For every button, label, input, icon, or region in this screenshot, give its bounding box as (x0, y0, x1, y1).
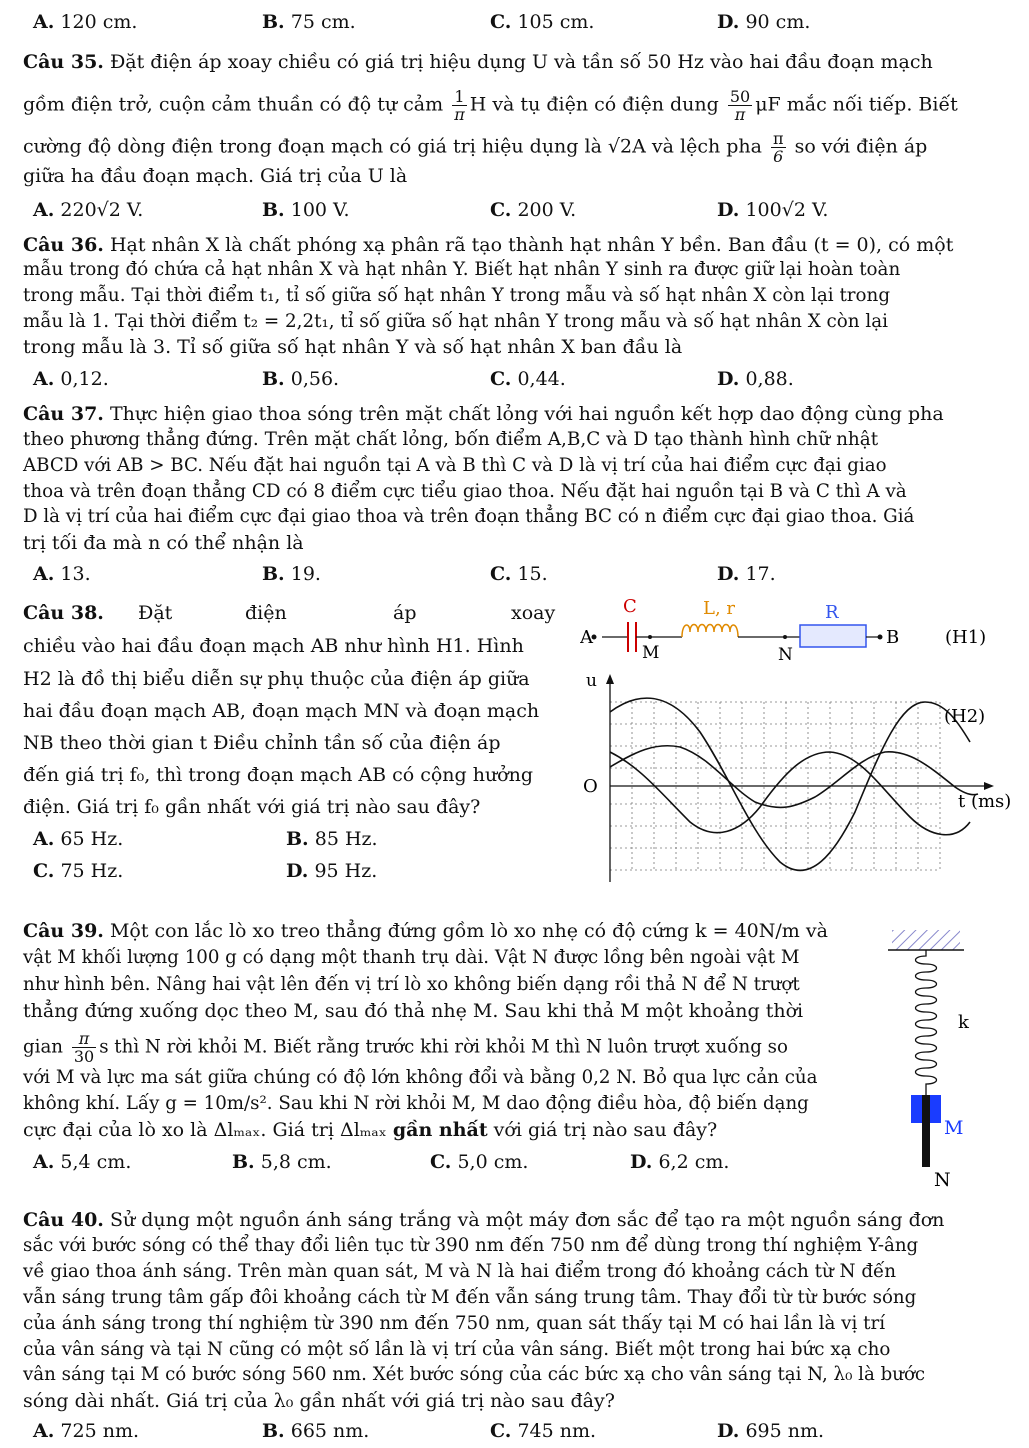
label-t: t (ms) (958, 791, 1012, 812)
option-d: D. 90 cm. (717, 11, 811, 33)
label-n: N (934, 1169, 951, 1191)
q37-line-3: ABCD với AB > BC. Nếu đặt hai nguồn tại A và B thì C và D là vị trí của hai điểm cực đại giao (23, 455, 887, 476)
option-d: D. 6,2 cm. (630, 1151, 730, 1173)
voltage-graph-h2 (580, 672, 1020, 884)
q38-word: áp (393, 602, 417, 624)
rod-n (922, 1095, 930, 1167)
curve-u-mn (610, 752, 970, 835)
curve-u-nb (610, 746, 978, 808)
label-u: u (586, 672, 597, 691)
circuit-diagram-h1 (580, 592, 1000, 670)
option-c: C. 200 V. (490, 199, 577, 221)
fraction-inductance: $\frac{1}{\pi}$ (454, 87, 465, 124)
q40-line-6: của vân sáng và tại N cũng có một số lần là vị trí của vân sáng. Biết một trong hai bức xạ cho (23, 1339, 891, 1360)
q40-line-2: sắc với bước sóng có thể thay đổi liên tục từ 390 nm đến 750 nm để dùng trong thí nghiệm Y-âng (23, 1235, 919, 1256)
q40-line-5: của ánh sáng trong thí nghiệm từ 390 nm đến 750 nm, quan sát thấy tại M có hai lần là vị trí (23, 1313, 886, 1334)
q40-line-3: về giao thoa ánh sáng. Trên màn quan sát, M và N là hai điểm trong đó khoảng cách từ N đến (23, 1261, 897, 1282)
q40-line-8: sóng dài nhất. Giá trị của λ₀ gần nhất với giá trị nào sau đây? (23, 1390, 615, 1412)
label-h2: (H2) (944, 706, 986, 727)
q37-line-6: trị tối đa mà n có thể nhận là (23, 532, 304, 554)
q39-line-4: thẳng đứng xuống dọc theo M, sau đó thả nhẹ M. Sau khi thả M một khoảng thời (23, 1000, 804, 1022)
option-a: A. 220√2 V. (33, 199, 144, 221)
q37-line-5: D là vị trí của hai điểm cực đại giao thoa và trên đoạn thẳng BC có n điểm cực đại giao thoa. Giá (23, 506, 915, 527)
option-c: C. 15. (490, 563, 548, 585)
q38-line-1: Câu 38. (23, 602, 104, 624)
spring-coil (916, 950, 937, 1095)
q36-line-4: mẫu là 1. Tại thời điểm t₂ = 2,2t₁, tỉ số giữa số hạt nhân Y trong mẫu và số hạt nhân X còn lại (23, 311, 888, 332)
label-c: C (623, 596, 637, 617)
q35-line-1: Câu 35. Đặt điện áp xoay chiều có giá trị hiệu dụng U và tần số 50 Hz vào hai đầu đoạn mạch (23, 51, 933, 73)
option-c: C. 0,44. (490, 368, 566, 390)
label-m: M (642, 643, 660, 663)
q35-line-2: gồm điện trở, cuộn cảm thuần có độ tự cảm $\frac{1}{\pi}$ H và tụ điện có điện dung $\frac{50}{\pi}$ μF mắc nối tiếp. Biết (23, 87, 958, 124)
label-n: N (778, 645, 793, 665)
q35-line-4: giữa ha đầu đoạn mạch. Giá trị của U là (23, 165, 408, 187)
node-b-dot (878, 635, 883, 640)
q39-line-2: vật M khối lượng 100 g có dạng một thanh trụ dài. Vật N được lồng bên ngoài vật M (23, 947, 800, 968)
q38-line-7: điện. Giá trị f₀ gần nhất với giá trị nào sau đây? (23, 796, 481, 818)
option-d: D. 695 nm. (717, 1420, 825, 1442)
node-m-dot (648, 635, 652, 639)
label-a: A (580, 627, 593, 648)
option-d: D. 0,88. (717, 368, 794, 390)
spring-pendulum-figure (880, 920, 990, 1195)
q36-line-5: trong mẫu là 3. Tỉ số giữa số hạt nhân Y và số hạt nhân X ban đầu là (23, 336, 683, 358)
option-d: D. 17. (717, 563, 776, 585)
option-d: D. 100√2 V. (717, 199, 829, 221)
q40-line-4: vẫn sáng trung tâm gấp đôi khoảng cách từ M đến vẫn sáng trung tâm. Thay đổi từ từ bước sóng (23, 1287, 917, 1308)
node-n-dot (783, 635, 787, 639)
q39-line-5: gian $\frac{\pi}{30}$ s thì N rời khỏi M. Biết rằng trước khi rời khỏi M thì N luôn trượt xuống so (23, 1029, 788, 1066)
q38-line-4: hai đầu đoạn mạch AB, đoạn mạch MN và đoạn mạch (23, 700, 540, 722)
t-axis-arrow (984, 782, 994, 790)
ceiling-hatch (892, 930, 960, 950)
q39-line-6: với M và lực ma sát giữa chúng có độ lớn không đổi và bằng 0,2 N. Bỏ qua lực cản của (23, 1067, 818, 1088)
q38-word: xoay (511, 602, 556, 624)
q39-line-7: không khí. Lấy g = 10m/s². Sau khi N rời khỏi M, M dao động điều hòa, độ biến dạng (23, 1093, 809, 1114)
label-b: B (886, 627, 900, 648)
resistor-box (800, 625, 866, 647)
q35-line-3: cường độ dòng điện trong đoạn mạch có giá trị hiệu dụng là √2A và lệch pha $\frac{\pi}{6}$ so với điện áp (23, 129, 928, 166)
fraction-capacitance: $\frac{50}{\pi}$ (729, 87, 751, 124)
option-b: B. 665 nm. (262, 1420, 370, 1442)
q38-line-5: NB theo thời gian t Điều chỉnh tần số của điện áp (23, 732, 501, 754)
q38-line-6: đến giá trị f₀, thì trong đoạn mạch AB có cộng hưởng (23, 764, 534, 786)
option-a: A. 65 Hz. (33, 828, 124, 850)
q37-line-4: thoa và trên đoạn thẳng CD có 8 điểm cực tiểu giao thoa. Nếu đặt hai nguồn tại B và C thì A và (23, 481, 907, 502)
option-a: A. 120 cm. (33, 11, 138, 33)
q38-line-2: chiều vào hai đầu đoạn mạch AB như hình H1. Hình (23, 635, 524, 657)
q36-line-2: mẫu trong đó chứa cả hạt nhân X và hạt nhân Y. Biết hạt nhân Y sinh ra được giữ lại hoàn toàn (23, 259, 901, 280)
q40-line-1: Câu 40. Sử dụng một nguồn ánh sáng trắng và một máy đơn sắc để tạo ra một nguồn sáng đơn (23, 1209, 945, 1231)
q38-word: điện (245, 602, 287, 624)
label-m: M (944, 1117, 964, 1139)
option-c: C. 105 cm. (490, 11, 595, 33)
q37-line-1: Câu 37. Thực hiện giao thoa sóng trên mặt chất lỏng với hai nguồn kết hợp dao động cùng pha (23, 403, 944, 425)
label-lr: L, r (703, 598, 736, 619)
option-c: C. 5,0 cm. (430, 1151, 529, 1173)
inductor-coil (682, 625, 738, 638)
q40-line-7: vân sáng tại M có bước sóng 560 nm. Xét bước sóng của các bức xạ cho vân sáng tại N, λ₀ là bước (23, 1364, 926, 1385)
q39-line-1: Câu 39. Một con lắc lò xo treo thẳng đứng gồm lò xo nhẹ có độ cứng k = 40N/m và (23, 920, 828, 942)
u-axis-arrow (606, 674, 614, 684)
option-a: A. 0,12. (33, 368, 109, 390)
q38-line-3: H2 là đồ thị biểu diễn sự phụ thuộc của điện áp giữa (23, 668, 530, 690)
q39-line-3: như hình bên. Nâng hai vật lên đến vị trí lò xo không biến dạng rồi thả N để N trượt (23, 974, 800, 995)
option-b: B. 5,8 cm. (232, 1151, 332, 1173)
q37-line-2: theo phương thẳng đứng. Trên mặt chất lỏng, bốn điểm A,B,C và D tạo thành hình chữ nhật (23, 429, 879, 450)
fraction-phase: $\frac{\pi}{6}$ (773, 129, 784, 166)
option-d: D. 95 Hz. (286, 860, 378, 882)
option-b: B. 19. (262, 563, 321, 585)
label-h1: (H1) (945, 627, 987, 648)
option-b: B. 85 Hz. (286, 828, 378, 850)
option-b: B. 100 V. (262, 199, 350, 221)
q38-word: Đặt (138, 602, 173, 624)
q39-line-8: cực đại của lò xo là Δlₘₐₓ. Giá trị Δlₘₐₓ gần nhất với giá trị nào sau đây? (23, 1119, 718, 1141)
fraction-time: $\frac{\pi}{30}$ (73, 1029, 95, 1066)
q36-line-1: Câu 36. Hạt nhân X là chất phóng xạ phân rã tạo thành hạt nhân Y bền. Ban đầu (t = 0), có một (23, 234, 954, 256)
label-r: R (825, 602, 839, 623)
option-c: C. 745 nm. (490, 1420, 597, 1442)
option-b: B. 75 cm. (262, 11, 356, 33)
option-a: A. 13. (33, 563, 91, 585)
label-origin: O (583, 776, 598, 797)
option-b: B. 0,56. (262, 368, 340, 390)
option-c: C. 75 Hz. (33, 860, 124, 882)
q36-line-3: trong mẫu. Tại thời điểm t₁, tỉ số giữa số hạt nhân Y trong mẫu và số hạt nhân X còn lại trong (23, 285, 891, 306)
option-a: A. 5,4 cm. (33, 1151, 132, 1173)
option-a: A. 725 nm. (33, 1420, 140, 1442)
label-k: k (958, 1012, 969, 1033)
